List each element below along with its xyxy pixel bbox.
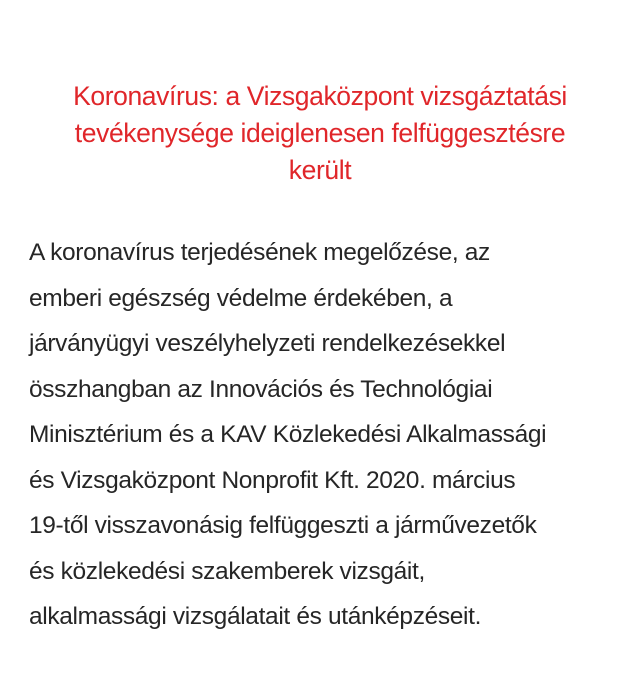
body-line: 19-től visszavonásig felfüggeszti a járművezetők [29,512,537,539]
body-line: Minisztérium és a KAV Közlekedési Alkalmassági [29,421,547,448]
headline-line: tevékenysége ideiglenesen felfüggesztésre [74,118,566,148]
headline-line: került [288,155,352,185]
body-line: alkalmassági vizsgálatait és utánképzéseit. [29,603,482,630]
article-headline [20,78,620,189]
headline-line: Koronavírus: a Vizsgaközpont vizsgáztatási [73,81,567,111]
body-line: és közlekedési szakemberek vizsgáit, [29,557,425,585]
body-line: és Vizsgaközpont Nonprofit Kft. 2020. március [29,466,516,494]
body-line: A koronavírus terjedésének megelőzése, az [29,239,490,266]
body-line: járványügyi veszélyhelyzeti rendelkezésekkel [29,330,506,357]
body-line: emberi egészség védelme érdekében, a [29,284,453,312]
article-body [29,230,629,640]
body-line: összhangban az Innovációs és Technológiai [29,375,493,403]
